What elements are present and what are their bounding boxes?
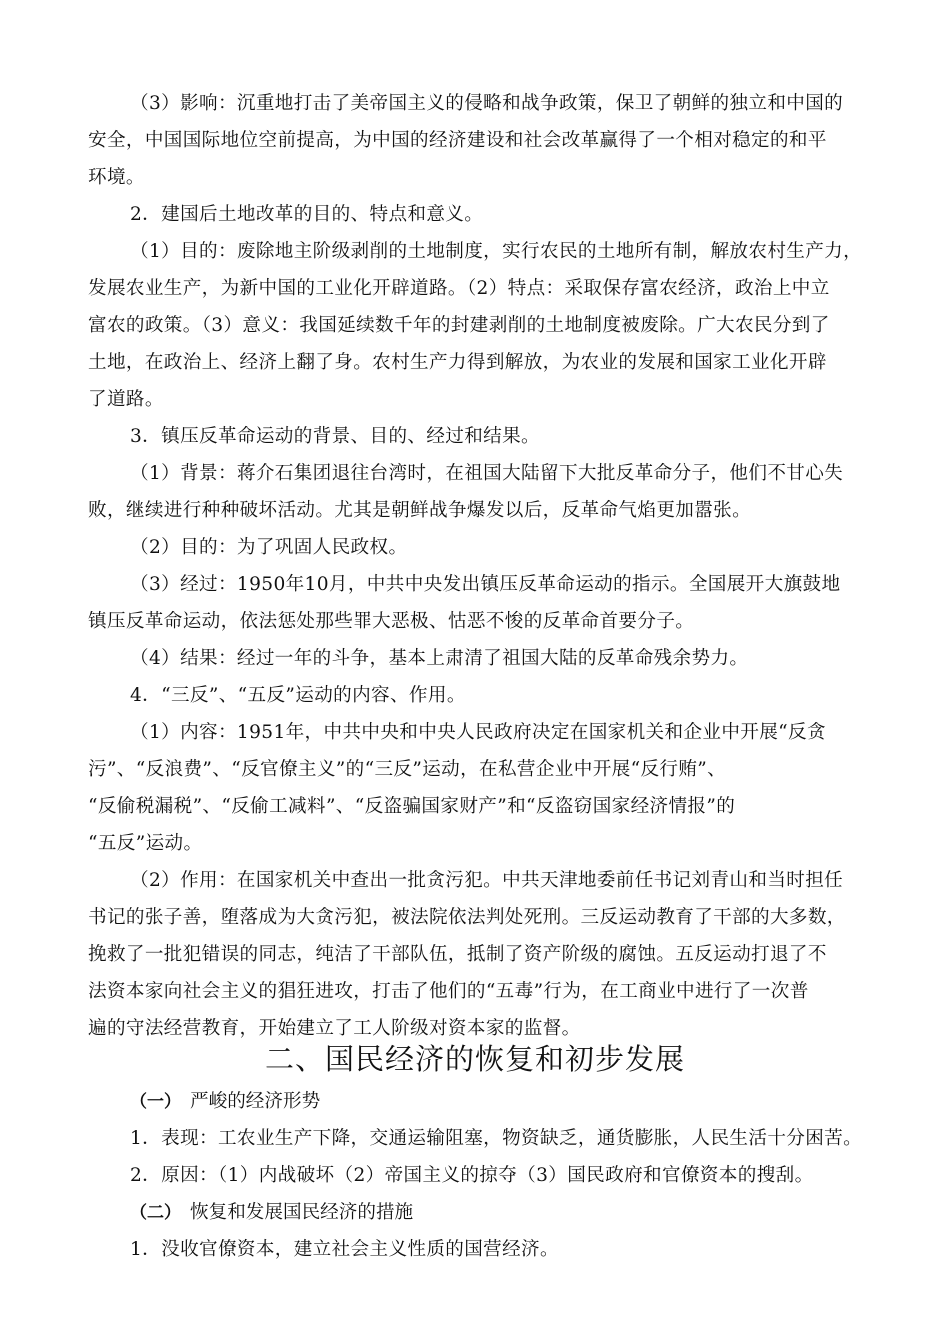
text-line: 遍的守法经营教育，开始建立了工人阶级对资本家的监督。 <box>88 1018 581 1039</box>
text-line: （3）经过：1950年10月，中共中央发出镇压反革命运动的指示。全国展开大旗鼓地 <box>130 574 841 595</box>
subsection-number: （一） <box>130 1092 181 1112</box>
text-line: 土地，在政治上、经济上翻了身。农村生产力得到解放，为农业的发展和国家工业化开辟 <box>88 352 827 373</box>
text-line: 挽救了一批犯错误的同志，纯洁了干部队伍，抵制了资产阶级的腐蚀。五反运动打退了不 <box>88 944 827 965</box>
text-line: （4）结果：经过一年的斗争，基本上肃清了祖国大陆的反革命残余势力。 <box>130 648 749 669</box>
text-line: “反偷税漏税”、“反偷工减料”、“反盗骗国家财产”和“反盗窃国家经济情报”的 <box>88 796 736 817</box>
text-line: 1．表现：工农业生产下降，交通运输阻塞，物资缺乏，通货膨胀，人民生活十分困苦。 <box>130 1128 863 1149</box>
text-line: 4．“三反”、“五反”运动的内容、作用。 <box>130 685 466 706</box>
text-line: （1）目的：废除地主阶级剥削的土地制度，实行农民的土地所有制，解放农村生产力， <box>130 241 863 262</box>
text-line: 1．没收官僚资本，建立社会主义性质的国营经济。 <box>130 1239 559 1260</box>
text-line: 书记的张子善，堕落成为大贪污犯，被法院依法判处死刑。三反运动教育了干部的大多数， <box>88 907 846 928</box>
subsection-title: 严峻的经济形势 <box>190 1091 321 1112</box>
text-line: （1）背景：蒋介石集团退往台湾时，在祖国大陆留下大批反革命分子，他们不甘心失 <box>130 463 844 484</box>
subsection-title: 恢复和发展国民经济的措施 <box>190 1202 414 1223</box>
text-line: 镇压反革命运动，依法惩处那些罪大恶极、怙恶不悛的反革命首要分子。 <box>88 611 695 632</box>
section-heading: 二、国民经济的恢复和初步发展 <box>264 1042 685 1076</box>
text-line: 3．镇压反革命运动的背景、目的、经过和结果。 <box>130 426 540 447</box>
subsection-heading <box>130 1201 413 1225</box>
text-line: 环境。 <box>88 167 145 188</box>
text-line: （1）内容：1951年，中共中央和中央人民政府决定在国家机关和企业中开展“反贪 <box>130 722 826 743</box>
text-line: 2．建国后土地改革的目的、特点和意义。 <box>130 204 484 225</box>
subsection-number: （二） <box>130 1203 181 1223</box>
text-line: 了道路。 <box>88 389 164 410</box>
text-line: 富农的政策。（3）意义：我国延续数千年的封建剥削的土地制度被废除。广大农民分到了 <box>88 315 830 336</box>
text-line: 2．原因：（1）内战破坏（2）帝国主义的掠夺（3）国民政府和官僚资本的搜刮。 <box>130 1165 814 1186</box>
text-line: 法资本家向社会主义的猖狂进攻，打击了他们的“五毒”行为，在工商业中进行了一次普 <box>88 981 809 1002</box>
text-line: 污”、“反浪费”、“反官僚主义”的“三反”运动，在私营企业中开展“反行贿”、 <box>88 759 727 780</box>
text-line: “五反”运动。 <box>88 833 203 854</box>
text-line: 败，继续进行种种破坏活动。尤其是朝鲜战争爆发以后，反革命气焰更加嚣张。 <box>88 500 752 521</box>
text-line: 安全，中国国际地位空前提高，为中国的经济建设和社会改革赢得了一个相对稳定的和平 <box>88 130 827 151</box>
text-line: 发展农业生产，为新中国的工业化开辟道路。（2）特点：采取保存富农经济，政治上中立 <box>88 278 830 299</box>
text-line: （2）作用：在国家机关中查出一批贪污犯。中共天津地委前任书记刘青山和当时担任 <box>130 870 844 891</box>
text-line: （3）影响：沉重地打击了美帝国主义的侵略和战争政策，保卫了朝鲜的独立和中国的 <box>130 93 844 114</box>
subsection-heading <box>130 1090 320 1114</box>
text-line: （2）目的：为了巩固人民政权。 <box>130 537 408 558</box>
